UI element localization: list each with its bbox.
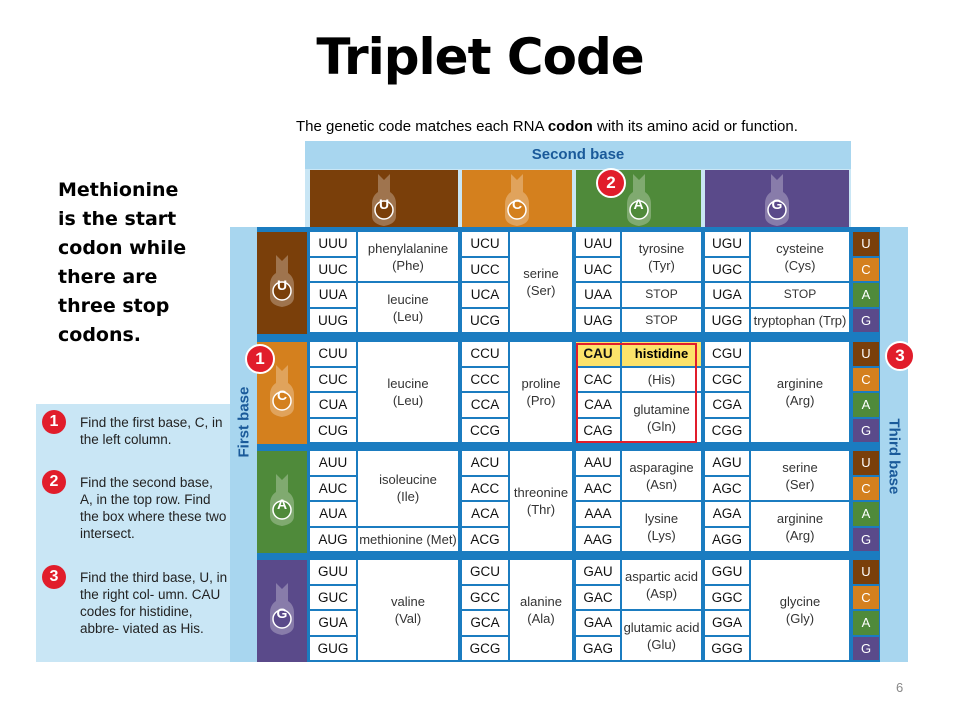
codon-cell xyxy=(705,477,749,501)
amino-acid-label: glutamic acid (Glu) xyxy=(623,619,700,652)
codon-cell xyxy=(462,283,508,307)
first-base-letter: C xyxy=(276,387,288,403)
codon-cell xyxy=(576,477,620,501)
codon-cell xyxy=(310,560,356,584)
amino-acid-label: arginine (Arg) xyxy=(776,510,824,543)
codon-cell xyxy=(705,309,749,333)
codon-text: CGG xyxy=(711,422,743,438)
codon-text: UUA xyxy=(318,287,348,302)
amino-acid-cell xyxy=(751,560,849,660)
second-base-letter: A xyxy=(633,196,644,212)
codon-text: AAU xyxy=(584,455,612,470)
codon-text: CCC xyxy=(470,371,500,387)
codon-cell xyxy=(462,611,508,635)
codon-text: CAU xyxy=(583,346,613,361)
amino-acid-label: leucine (Leu) xyxy=(387,376,429,408)
amino-acid-label: aspartic acid (Asp) xyxy=(625,568,698,601)
codon-cell xyxy=(462,232,508,256)
amino-acid-cell xyxy=(358,451,458,526)
codon-cell xyxy=(705,232,749,256)
figure-caption xyxy=(296,118,798,135)
codon-cell xyxy=(705,560,749,584)
stop-label: STOP xyxy=(645,312,678,327)
codon-text: UCA xyxy=(470,287,500,302)
codon-cell xyxy=(462,419,508,443)
codon-cell xyxy=(462,258,508,282)
codon-cell xyxy=(310,451,356,475)
codon-text: UGC xyxy=(712,261,742,277)
codon-text: CUC xyxy=(318,371,348,387)
first-base-letter: U xyxy=(276,277,288,293)
amino-acid-label: isoleucine (Ile) xyxy=(379,472,437,505)
marker-3: 3 xyxy=(885,341,915,371)
codon-cell xyxy=(705,502,749,526)
codon-cell xyxy=(310,368,356,392)
codon-text: CUA xyxy=(318,397,348,412)
third-base-c: C xyxy=(853,258,879,282)
second-base-label: Second base xyxy=(305,141,851,169)
page-number: 6 xyxy=(896,680,904,695)
codon-text: CCU xyxy=(470,346,500,361)
codon-cell xyxy=(310,637,356,661)
amino-acid-cell xyxy=(510,232,572,332)
codon-cell xyxy=(705,419,749,443)
codon-cell xyxy=(705,342,749,366)
codon-cell xyxy=(462,309,508,333)
codon-text: UAG xyxy=(583,312,613,328)
codon-cell xyxy=(705,528,749,552)
step-2-badge: 2 xyxy=(42,470,66,494)
codon-text: AUA xyxy=(319,506,347,521)
third-base-g: G xyxy=(853,309,879,333)
caption-bold: codon xyxy=(547,118,593,135)
codon-cell xyxy=(576,611,620,635)
amino-acid-label: leucine (Leu) xyxy=(387,291,429,324)
codon-cell xyxy=(310,419,356,443)
codon-text: UUU xyxy=(318,236,348,251)
codon-cell xyxy=(705,611,749,635)
second-base-letter: G xyxy=(771,196,783,212)
codon-cell xyxy=(576,528,620,552)
codon-cell xyxy=(310,309,356,333)
codon-cell xyxy=(462,637,508,661)
codon-text: CUG xyxy=(318,422,348,438)
third-base-u: U xyxy=(853,560,879,584)
codon-text: UAU xyxy=(583,236,613,251)
codon-text: AGG xyxy=(711,531,742,547)
amino-acid-label: methionine (Met) xyxy=(359,531,457,547)
codon-text: CAC xyxy=(583,371,613,387)
amino-acid-label: phenylalanine (Phe) xyxy=(367,240,449,273)
side-note: Methionine is the start codon while there are three stop codons. xyxy=(58,179,187,346)
codon-text: GUC xyxy=(318,589,348,605)
codon-text: GCC xyxy=(470,589,500,605)
amino-acid-label: (His) xyxy=(647,371,676,387)
amino-acid-label: asparagine (Asn) xyxy=(629,459,694,492)
codon-cell xyxy=(462,586,508,610)
codon-text: CGA xyxy=(712,397,742,412)
codon-cell xyxy=(310,393,356,417)
first-base-label: First base xyxy=(235,386,253,458)
codon-text: GAC xyxy=(583,589,613,605)
third-base-a: A xyxy=(853,611,879,635)
amino-acid-label: tyrosine (Tyr) xyxy=(638,240,685,273)
codon-text: GGC xyxy=(711,589,743,605)
amino-acid-label: cysteine (Cys) xyxy=(776,240,824,273)
codon-cell xyxy=(576,283,620,307)
codon-cell xyxy=(310,502,356,526)
codon-text: GAA xyxy=(583,615,613,630)
codon-text: GGA xyxy=(711,615,742,630)
codon-text: UCU xyxy=(470,236,500,251)
amino-acid-label: arginine (Arg) xyxy=(776,376,824,408)
step-3-badge: 3 xyxy=(42,565,66,589)
second-base-box-g xyxy=(705,170,849,227)
codon-cell xyxy=(462,393,508,417)
amino-acid-label: threonine (Thr) xyxy=(513,485,569,517)
codon-cell xyxy=(576,232,620,256)
third-base-c: C xyxy=(853,368,879,392)
codon-text: UAC xyxy=(583,261,613,277)
codon-cell xyxy=(705,368,749,392)
codon-cell xyxy=(310,586,356,610)
codon-text: CCA xyxy=(470,397,500,412)
codon-text: GCG xyxy=(469,640,501,656)
codon-cell xyxy=(705,393,749,417)
amino-acid-label: glycine (Gly) xyxy=(779,594,821,626)
marker-2: 2 xyxy=(596,168,626,198)
first-base-box-g xyxy=(257,560,307,662)
amino-acid-cell xyxy=(622,502,701,551)
step-1-badge: 1 xyxy=(42,410,66,434)
amino-acid-label: proline (Pro) xyxy=(521,376,561,408)
second-base-letter: C xyxy=(511,196,523,212)
codon-text: UUG xyxy=(318,312,348,328)
codon-text: AUG xyxy=(318,531,348,547)
codon-text: GGU xyxy=(711,564,743,579)
codon-cell xyxy=(462,368,508,392)
codon-cell xyxy=(705,586,749,610)
codon-text: AGA xyxy=(712,506,742,521)
codon-text: UCC xyxy=(470,261,500,277)
codon-cell xyxy=(576,586,620,610)
amino-acid-cell xyxy=(358,342,458,442)
codon-cell xyxy=(310,611,356,635)
amino-acid-label: glutamine (Gln) xyxy=(633,401,690,434)
first-base-letter: G xyxy=(276,605,288,621)
third-base-c: C xyxy=(853,477,879,501)
second-base-letter: U xyxy=(378,196,390,212)
codon-text: UCG xyxy=(470,312,500,328)
codon-text: AGU xyxy=(712,455,742,470)
third-base-a: A xyxy=(853,502,879,526)
codon-text: UAA xyxy=(584,287,612,302)
codon-cell xyxy=(310,342,356,366)
codon-text: GUA xyxy=(318,615,348,630)
codon-cell xyxy=(462,528,508,552)
amino-acid-cell xyxy=(622,560,701,609)
amino-acid-cell xyxy=(510,451,572,551)
codon-cell xyxy=(705,637,749,661)
step-1-text: Find the first base, C, in the left column. xyxy=(80,415,223,447)
amino-acid-label: histidine xyxy=(634,346,689,362)
codon-text: CCG xyxy=(470,422,500,438)
codon-text: AUU xyxy=(318,455,348,470)
codon-text: AAC xyxy=(584,480,612,496)
third-base-a: A xyxy=(853,283,879,307)
second-base-box-c xyxy=(462,170,572,227)
codon-text: GCU xyxy=(470,564,500,579)
amino-acid-cell xyxy=(622,232,701,281)
third-base-c: C xyxy=(853,586,879,610)
caption-pre: The genetic code matches each RNA xyxy=(296,118,548,135)
amino-acid-cell xyxy=(751,232,849,281)
codon-text: ACC xyxy=(470,480,500,496)
codon-text: ACU xyxy=(470,455,500,470)
codon-cell xyxy=(576,451,620,475)
third-base-u: U xyxy=(853,451,879,475)
amino-acid-label: lysine (Lys) xyxy=(644,510,679,543)
amino-acid-label: serine (Ser) xyxy=(523,266,559,298)
slide-title: Triplet Code xyxy=(316,28,644,86)
amino-acid-cell xyxy=(358,232,458,281)
codon-cell xyxy=(705,283,749,307)
codon-text: GAG xyxy=(582,640,613,656)
third-base-a: A xyxy=(853,393,879,417)
codon-text: UGG xyxy=(711,312,743,328)
stop-label: STOP xyxy=(645,287,678,302)
third-base-label: Third base xyxy=(885,418,903,495)
amino-acid-cell xyxy=(622,309,701,333)
codon-cell xyxy=(310,528,356,552)
amino-acid-cell xyxy=(751,451,849,500)
amino-acid-cell xyxy=(622,283,701,307)
codon-cell xyxy=(310,283,356,307)
amino-acid-cell xyxy=(751,342,849,442)
third-base-g: G xyxy=(853,419,879,443)
codon-text: AAG xyxy=(583,531,613,547)
amino-acid-cell xyxy=(510,560,572,660)
codon-cell xyxy=(462,560,508,584)
amino-acid-cell xyxy=(751,502,849,551)
amino-acid-cell xyxy=(358,283,458,332)
codon-text: CUU xyxy=(318,346,348,361)
step-3-text: Find the third base, U, in the right col- umn. CAU codes for histidine, abbre- viated as His. xyxy=(80,570,228,636)
amino-acid-cell xyxy=(751,309,849,333)
codon-text: ACA xyxy=(471,506,499,521)
amino-acid-cell xyxy=(622,451,701,500)
codon-text: AGC xyxy=(712,480,742,496)
amino-acid-cell xyxy=(751,283,849,307)
third-base-u: U xyxy=(853,342,879,366)
codon-text: CGU xyxy=(712,346,742,361)
codon-cell xyxy=(310,232,356,256)
codon-cell xyxy=(310,258,356,282)
third-base-g: G xyxy=(853,528,879,552)
codon-text: UGA xyxy=(712,287,742,302)
codon-text: GUG xyxy=(317,640,349,656)
codon-cell xyxy=(310,477,356,501)
codon-text: UGU xyxy=(712,236,742,251)
third-base-g: G xyxy=(853,637,879,661)
codon-text: UUC xyxy=(318,261,348,277)
first-base-box-a xyxy=(257,451,307,553)
highlight-box xyxy=(576,343,697,443)
amino-acid-label: valine (Val) xyxy=(391,594,425,626)
stop-label: STOP xyxy=(783,287,817,302)
amino-acid-cell xyxy=(358,560,458,660)
codon-text: AUC xyxy=(318,480,348,496)
second-base-box-u xyxy=(310,170,458,227)
amino-acid-cell xyxy=(622,611,701,660)
second-base-box-a xyxy=(576,170,701,227)
codon-cell xyxy=(705,258,749,282)
codon-text: AAA xyxy=(584,506,612,521)
codon-cell xyxy=(576,309,620,333)
codon-text: CGC xyxy=(712,371,742,387)
codon-cell xyxy=(576,560,620,584)
codon-cell xyxy=(462,451,508,475)
first-base-letter: A xyxy=(276,496,288,512)
codon-text: GCA xyxy=(470,615,500,630)
codon-text: GGG xyxy=(711,640,743,656)
first-base-box-u xyxy=(257,232,307,334)
amino-acid-cell xyxy=(358,528,458,552)
codon-text: GUU xyxy=(318,564,348,579)
amino-acid-label: alanine (Ala) xyxy=(520,594,562,626)
codon-text: CAG xyxy=(583,422,613,438)
codon-text: GAU xyxy=(583,564,613,579)
codon-cell xyxy=(576,637,620,661)
caption-post: with its amino acid or function. xyxy=(592,118,798,135)
codon-cell xyxy=(462,502,508,526)
codon-cell xyxy=(462,342,508,366)
codon-text: CAA xyxy=(584,397,612,412)
amino-acid-label: tryptophan (Trp) xyxy=(753,312,847,328)
amino-acid-label: serine (Ser) xyxy=(782,459,818,492)
codon-cell xyxy=(705,451,749,475)
codon-cell xyxy=(576,258,620,282)
step-2-text: Find the second base, A, in the top row. Find the box where these two intersect. xyxy=(80,475,227,541)
marker-1: 1 xyxy=(245,344,275,374)
codon-text: ACG xyxy=(470,531,500,547)
amino-acid-cell xyxy=(510,342,572,442)
third-base-u: U xyxy=(853,232,879,256)
codon-cell xyxy=(462,477,508,501)
codon-cell xyxy=(576,502,620,526)
